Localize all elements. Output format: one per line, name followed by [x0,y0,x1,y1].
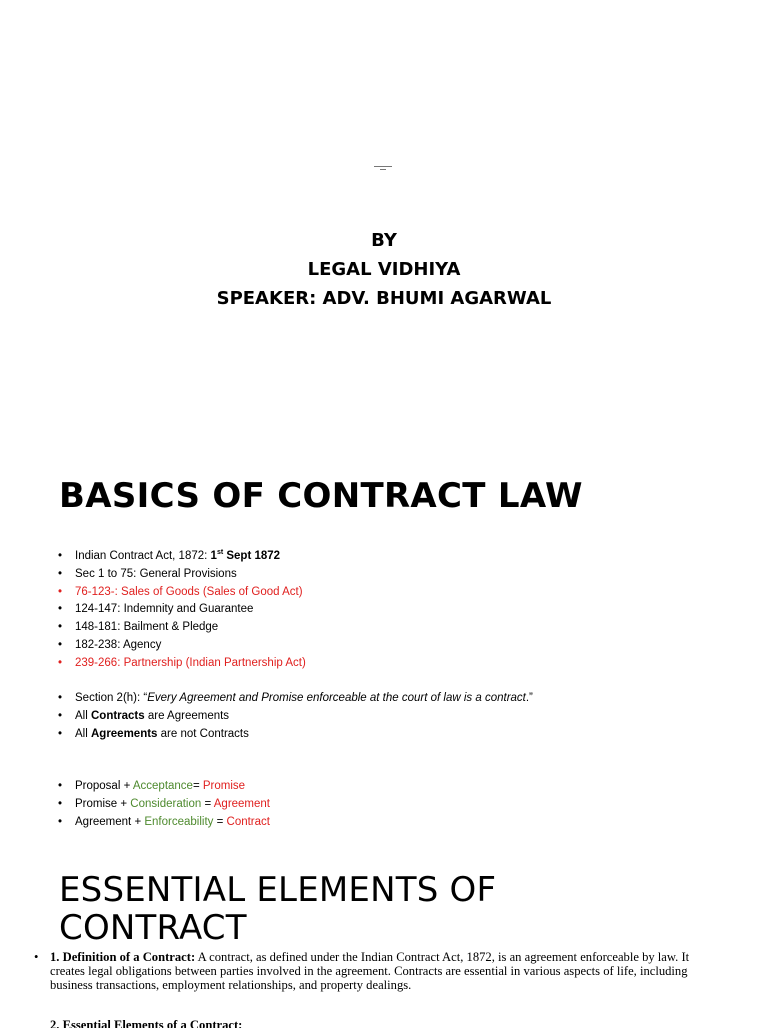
list-item-act-date: • Indian Contract Act, 1872: 1st Sept 1872 [58,548,306,566]
list-item-section: • 76-123-: Sales of Goods (Sales of Good Act) [58,584,306,602]
essential-heading: ESSENTIAL ELEMENTS OF CONTRACT [59,870,497,948]
by-label: BY [371,230,397,251]
basics-heading: BASICS OF CONTRACT LAW [59,476,583,516]
list-item-section: • 182-238: Agency [58,637,306,655]
list-item-equation: • Agreement + Enforceability = Contract [58,814,270,832]
act-sections-list [58,548,306,673]
list-item-contracts: • All Contracts are Agreements [58,708,533,726]
list-item-section: • 148-181: Bailment & Pledge [58,619,306,637]
decorative-mark [374,166,392,172]
speaker-name: SPEAKER: ADV. BHUMI AGARWAL [216,288,552,309]
list-item-section: • 239-266: Partnership (Indian Partnership Act) [58,655,306,673]
list-item-equation: • Promise + Consideration = Agreement [58,796,270,814]
organization-name: LEGAL VIDHIYA [307,259,461,280]
list-item-definition: • Section 2(h): “Every Agreement and Promise enforceable at the court of law is a contract.” [58,690,533,708]
list-item-section: • Sec 1 to 75: General Provisions [58,566,306,584]
equation-list [58,778,270,831]
essential-list [34,950,714,992]
list-item-definition-of-contract: • 1. Definition of a Contract: A contract, as defined under the Indian Contract Act, 1872, is an agreement enforceable by law. It creates legal obligations between parties involved in the agreement. Contracts are essential in various aspects of life, including business transactions, employment relationships, and property dealings. [34,950,714,992]
definition-list [58,690,533,743]
list-item-section: • 124-147: Indemnity and Guarantee [58,601,306,619]
cut-off-line: 2. Essential Elements of a Contract: [50,1018,243,1028]
list-item-equation: • Proposal + Acceptance= Promise [58,778,270,796]
cover-byline [0,226,768,313]
list-item-agreements: • All Agreements are not Contracts [58,726,533,744]
